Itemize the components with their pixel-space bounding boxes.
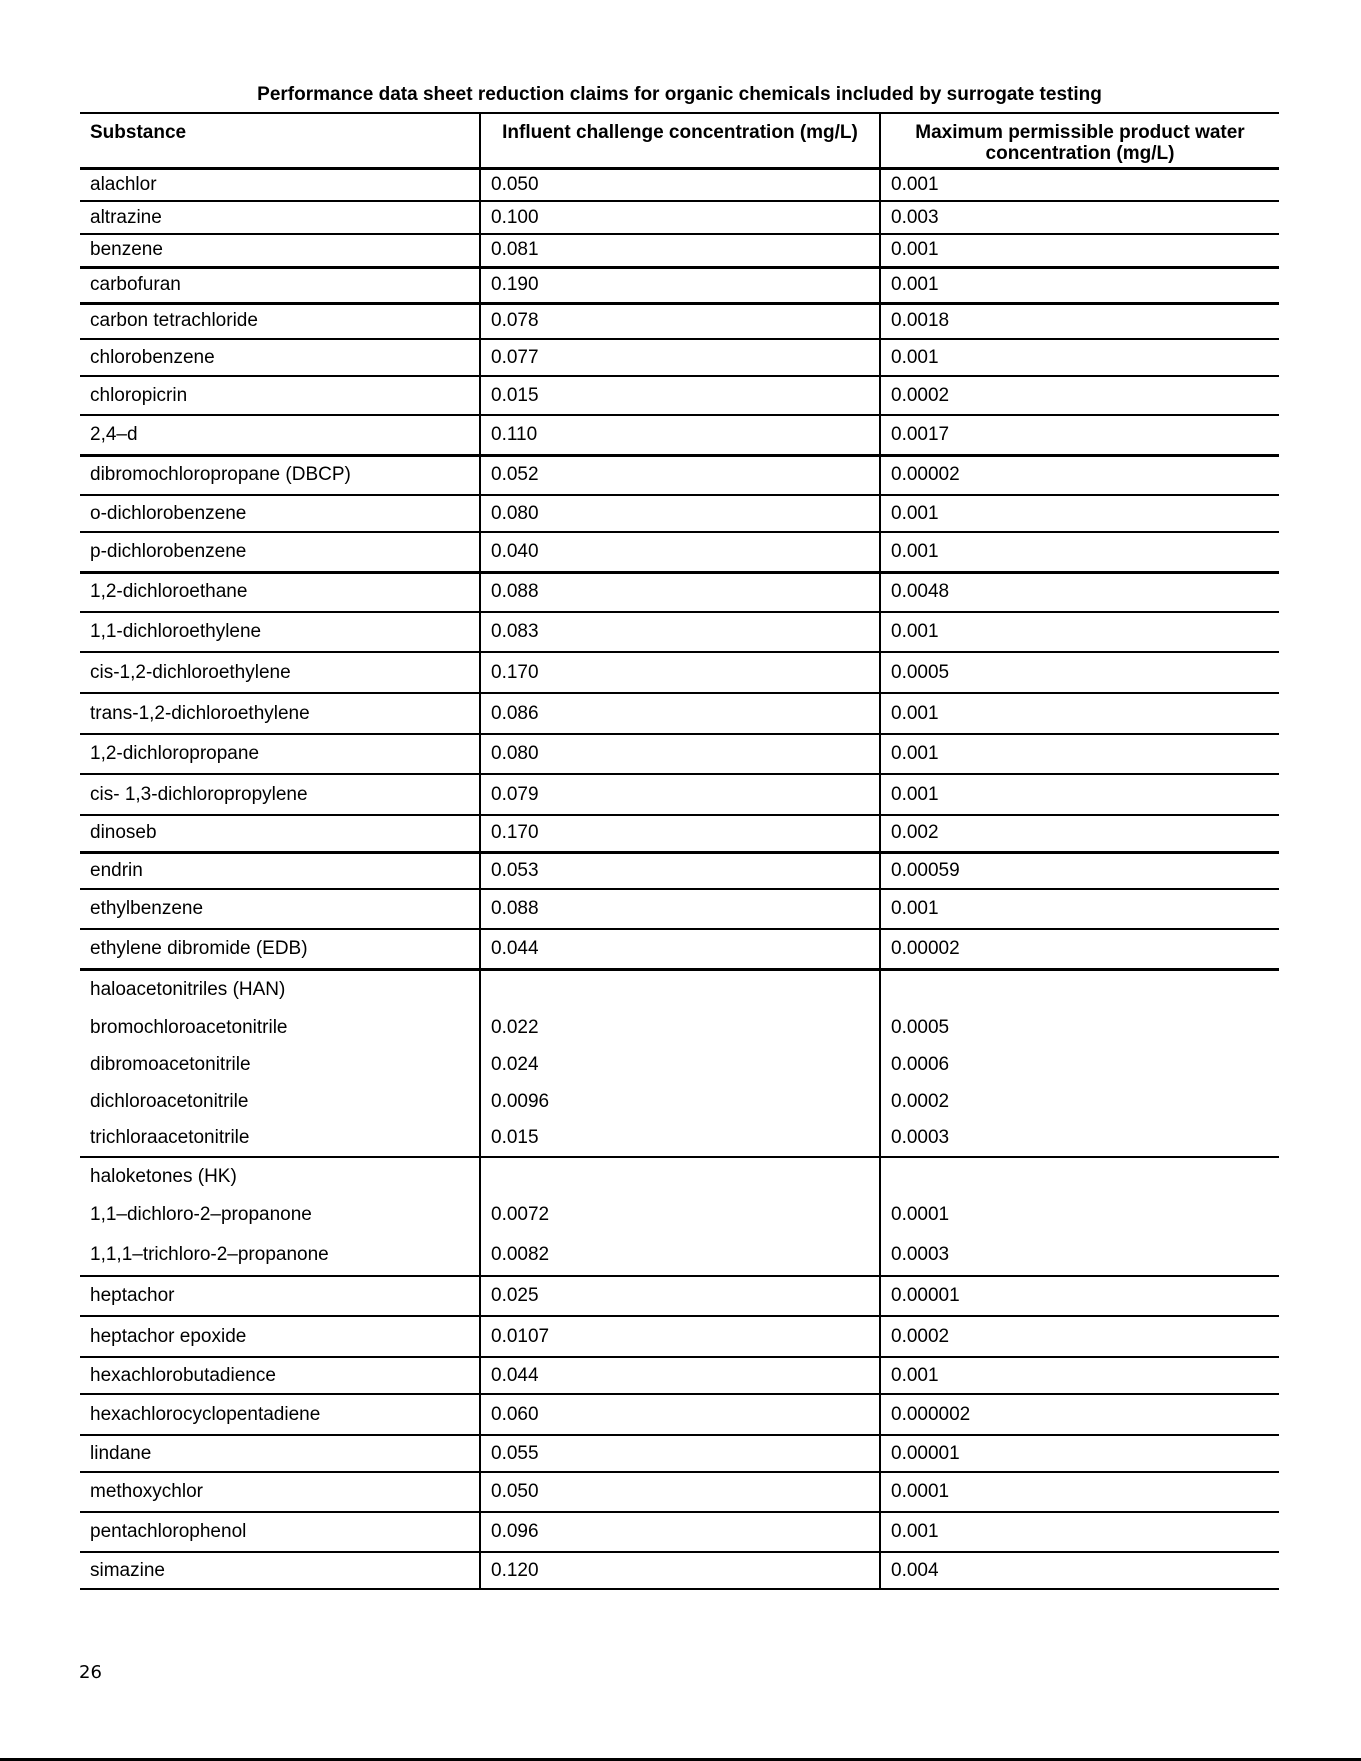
influent-cell: 0.078 — [480, 303, 880, 339]
table-row — [80, 652, 1279, 693]
maximum-cell: 0.0001 — [880, 1195, 1279, 1235]
influent-cell: 0.190 — [480, 267, 880, 303]
substance-cell: pentachlorophenol — [80, 1512, 480, 1552]
maximum-cell: 0.0002 — [880, 376, 1279, 415]
maximum-cell: 0.00002 — [880, 929, 1279, 969]
substance-cell: 1,1-dichloroethylene — [80, 612, 480, 652]
table-row — [80, 734, 1279, 774]
maximum-cell: 0.001 — [880, 339, 1279, 376]
substance-cell: dibromoacetonitrile — [90, 1053, 251, 1075]
maximum-cell: 0.0005 — [880, 652, 1279, 693]
influent-cell: 0.083 — [480, 612, 880, 652]
influent-cell: 0.0107 — [480, 1316, 880, 1357]
substance-cell: lindane — [80, 1435, 480, 1472]
table-row — [80, 1276, 1279, 1316]
table-row — [80, 1394, 1279, 1435]
maximum-cell: 0.001 — [880, 495, 1279, 532]
influent-cell: 0.025 — [480, 1276, 880, 1316]
maximum-cell: 0.0003 — [880, 1120, 1279, 1157]
table-row — [80, 303, 1279, 339]
table-row — [80, 201, 1279, 234]
substance-cell: hexachlorocyclopentadiene — [80, 1394, 480, 1435]
influent-cell: 0.015 — [480, 1120, 880, 1157]
maximum-cell: 0.0005 — [880, 1009, 1279, 1046]
maximum-cell: 0.001 — [880, 612, 1279, 652]
maximum-cell: 0.001 — [880, 693, 1279, 734]
maximum-cell: 0.002 — [880, 815, 1279, 852]
table-row — [80, 1435, 1279, 1472]
substance-cell: p-dichlorobenzene — [80, 532, 480, 572]
table-row — [80, 1120, 1279, 1157]
substance-cell: dichloroacetonitrile — [90, 1090, 249, 1112]
maximum-cell: 0.0001 — [880, 1472, 1279, 1512]
table-row — [80, 532, 1279, 572]
substance-cell: heptachor epoxide — [80, 1316, 480, 1357]
influent-cell: 0.060 — [480, 1394, 880, 1435]
substance-cell: simazine — [80, 1552, 480, 1589]
table-row — [80, 1472, 1279, 1512]
influent-cell: 0.040 — [480, 532, 880, 572]
substance-cell: dibromochloropropane (DBCP) — [80, 455, 480, 495]
maximum-cell: 0.0002 — [880, 1083, 1279, 1120]
group-heading-cell: haloketones (HK) — [90, 1165, 237, 1187]
maximum-cell: 0.001 — [880, 234, 1279, 267]
table-row — [80, 168, 1279, 201]
table-row — [80, 969, 1279, 1009]
influent-cell: 0.053 — [480, 852, 880, 889]
substance-cell: ethylene dibromide (EDB) — [80, 929, 480, 969]
maximum-cell: 0.0017 — [880, 415, 1279, 455]
influent-cell: 0.052 — [480, 455, 880, 495]
influent-cell: 0.044 — [480, 1357, 880, 1394]
maximum-cell: 0.001 — [880, 734, 1279, 774]
table-row — [80, 1083, 1279, 1120]
substance-cell: benzene — [80, 234, 480, 267]
substance-cell: endrin — [80, 852, 480, 889]
influent-cell: 0.088 — [480, 889, 880, 929]
table-row — [80, 929, 1279, 969]
maximum-cell: 0.004 — [880, 1552, 1279, 1589]
table-row — [80, 267, 1279, 303]
influent-cell: 0.024 — [480, 1046, 880, 1083]
maximum-cell — [880, 1157, 1279, 1195]
table-row — [80, 1512, 1279, 1552]
substance-cell: 1,1–dichloro-2–propanone — [90, 1204, 312, 1225]
substance-cell: 1,1,1–trichloro-2–propanone — [80, 1235, 480, 1276]
table-row — [80, 774, 1279, 815]
influent-cell — [480, 1157, 880, 1195]
maximum-cell: 0.000002 — [880, 1394, 1279, 1435]
maximum-cell: 0.001 — [880, 889, 1279, 929]
influent-cell: 0.079 — [480, 774, 880, 815]
substance-cell: o-dichlorobenzene — [80, 495, 480, 532]
influent-cell: 0.110 — [480, 415, 880, 455]
substance-cell: alachlor — [80, 168, 480, 201]
influent-cell: 0.0072 — [480, 1195, 880, 1235]
influent-cell: 0.081 — [480, 234, 880, 267]
substance-cell: trichloraacetonitrile — [80, 1120, 480, 1157]
influent-cell: 0.055 — [480, 1435, 880, 1472]
influent-cell: 0.100 — [480, 201, 880, 234]
influent-cell — [480, 969, 880, 1009]
maximum-cell: 0.0003 — [880, 1235, 1279, 1276]
table-row — [80, 1316, 1279, 1357]
table-row — [80, 815, 1279, 852]
maximum-cell: 0.00002 — [880, 455, 1279, 495]
table-row — [80, 415, 1279, 455]
column-header-maximum: Maximum permissible product water concentration (mg/L) — [880, 113, 1279, 168]
table-title: Performance data sheet reduction claims for organic chemicals included by surrogate testing — [257, 84, 1102, 105]
maximum-cell: 0.001 — [880, 168, 1279, 201]
substance-cell: heptachor — [80, 1276, 480, 1316]
influent-cell: 0.050 — [480, 1472, 880, 1512]
table-row — [80, 1157, 1279, 1195]
influent-cell: 0.120 — [480, 1552, 880, 1589]
table-row — [80, 612, 1279, 652]
influent-cell: 0.096 — [480, 1512, 880, 1552]
substance-cell: chloropicrin — [80, 376, 480, 415]
group-heading-cell: haloacetonitriles (HAN) — [90, 978, 286, 1000]
substance-cell: trans-1,2-dichloroethylene — [80, 693, 480, 734]
maximum-cell: 0.0018 — [880, 303, 1279, 339]
maximum-cell: 0.00001 — [880, 1435, 1279, 1472]
maximum-cell: 0.001 — [880, 1357, 1279, 1394]
substance-cell: methoxychlor — [80, 1472, 480, 1512]
substance-cell: 1,2-dichloroethane — [80, 572, 480, 612]
influent-cell: 0.170 — [480, 815, 880, 852]
substance-cell: bromochloroacetonitrile — [90, 1016, 288, 1038]
maximum-cell: 0.0002 — [880, 1316, 1279, 1357]
table-row — [80, 339, 1279, 376]
substance-cell: cis-1,2-dichloroethylene — [80, 652, 480, 693]
maximum-cell: 0.003 — [880, 201, 1279, 234]
table-row — [80, 889, 1279, 929]
maximum-cell: 0.001 — [880, 1512, 1279, 1552]
table-row — [80, 1195, 1279, 1235]
maximum-cell: 0.001 — [880, 532, 1279, 572]
column-header-influent: Influent challenge concentration (mg/L) — [480, 113, 880, 168]
substance-cell: altrazine — [80, 201, 480, 234]
substance-cell: 2,4–d — [80, 415, 480, 455]
influent-cell: 0.022 — [480, 1009, 880, 1046]
maximum-cell: 0.001 — [880, 774, 1279, 815]
influent-cell: 0.015 — [480, 376, 880, 415]
substance-cell: dinoseb — [80, 815, 480, 852]
table-row — [80, 495, 1279, 532]
table-row — [80, 1552, 1279, 1589]
substance-cell: carbofuran — [80, 267, 480, 303]
table-row — [80, 572, 1279, 612]
influent-cell: 0.050 — [480, 168, 880, 201]
substance-cell: hexachlorobutadience — [80, 1357, 480, 1394]
table-row — [80, 1046, 1279, 1083]
table-row — [80, 693, 1279, 734]
table-row — [80, 852, 1279, 889]
influent-cell: 0.170 — [480, 652, 880, 693]
influent-cell: 0.044 — [480, 929, 880, 969]
maximum-cell: 0.00001 — [880, 1276, 1279, 1316]
table-row — [80, 1235, 1279, 1276]
table-row — [80, 1357, 1279, 1394]
maximum-cell — [880, 969, 1279, 1009]
substance-cell: carbon tetrachloride — [80, 303, 480, 339]
influent-cell: 0.088 — [480, 572, 880, 612]
influent-cell: 0.0082 — [480, 1235, 880, 1276]
substance-cell: chlorobenzene — [80, 339, 480, 376]
column-header-substance: Substance — [80, 113, 480, 168]
maximum-cell: 0.00059 — [880, 852, 1279, 889]
table-row — [80, 455, 1279, 495]
table-row — [80, 234, 1279, 267]
influent-cell: 0.077 — [480, 339, 880, 376]
maximum-cell: 0.001 — [880, 267, 1279, 303]
organic-chemicals-table — [80, 112, 1279, 1590]
table-row — [80, 376, 1279, 415]
influent-cell: 0.0096 — [480, 1083, 880, 1120]
influent-cell: 0.080 — [480, 495, 880, 532]
maximum-cell: 0.0006 — [880, 1046, 1279, 1083]
substance-cell: ethylbenzene — [80, 889, 480, 929]
table-header-row — [80, 113, 1279, 168]
page-number: 26 — [79, 1662, 102, 1683]
maximum-cell: 0.0048 — [880, 572, 1279, 612]
substance-cell: 1,2-dichloropropane — [80, 734, 480, 774]
influent-cell: 0.080 — [480, 734, 880, 774]
influent-cell: 0.086 — [480, 693, 880, 734]
table-row — [80, 1009, 1279, 1046]
substance-cell: cis- 1,3-dichloropropylene — [80, 774, 480, 815]
